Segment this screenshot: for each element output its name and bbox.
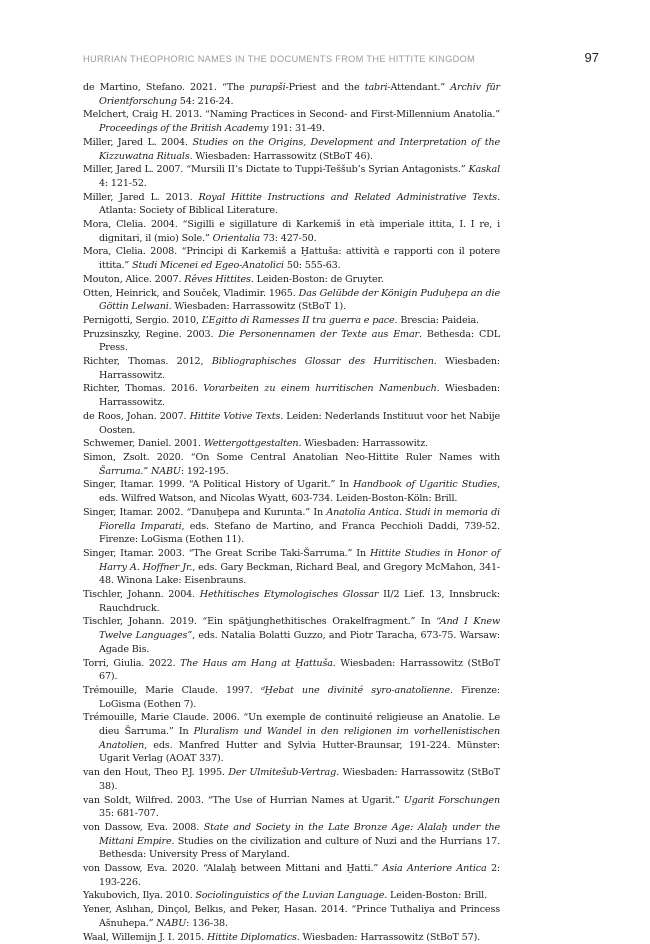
reference-entry — [83, 889, 500, 903]
reference-text: Miller, Jared L. 2013. — [83, 191, 199, 203]
reference-title-italic: Orientalia — [212, 232, 260, 244]
reference-title-italic: purapši — [249, 82, 286, 93]
reference-entry — [83, 355, 500, 382]
reference-text: . Wiesbaden: Harrassowitz (StBoT 67). — [99, 657, 500, 683]
reference-title-italic: Bibliographisches Glossar des Hurritischen — [211, 356, 434, 368]
reference-title-italic: Kaskal — [468, 164, 500, 176]
reference-text: van den Hout, Theo P.J. 1995. — [83, 767, 229, 779]
reference-text: Schwemer, Daniel. 2001. — [83, 438, 204, 450]
reference-title-italic: Anatolia Antica. Studi in memoria di Fiorella Imparati — [99, 506, 501, 532]
reference-entry — [83, 821, 500, 862]
reference-title-italic: Hittite Votive Texts — [189, 410, 281, 422]
reference-text: . Wiesbaden: Harrassowitz. — [298, 438, 428, 450]
reference-entry — [83, 81, 500, 108]
reference-title-italic: State and Society in the Late Bronze Age: Alalaḫ under the Mittani Empire — [99, 821, 500, 847]
reference-title-italic: L’Egitto di Ramesses II tra guerra e pace — [201, 314, 395, 326]
reference-text: Tischler, Johann. 2019. “Ein spätjunghethitisches Orakelfragment.” In — [83, 616, 437, 628]
reference-title-italic: NABU — [156, 917, 187, 929]
reference-title-italic: Sociolinguistics of the Luvian Language — [195, 890, 385, 902]
reference-text: , eds. Wilfred Watson, and Nicolas Wyatt, 603-734. Leiden-Boston-Köln: Brill. — [99, 479, 500, 505]
reference-text: von Dassow, Eva. 2020. “Alalaḫ between Mittani and Ḫatti.” — [83, 863, 383, 875]
reference-text: . Wiesbaden: Harrassowitz (StBoT 1). — [168, 301, 347, 313]
reference-title-italic: Pluralism und Wandel in den religionen im vorhellenistischen Anatolien — [99, 726, 500, 751]
reference-text: van Soldt, Wilfred. 2003. “The Use of Hurrian Names at Ugarit.” — [83, 794, 404, 806]
reference-text: . Wiesbaden: Harrassowitz (StBoT 46). — [189, 150, 373, 162]
reference-text: Otten, Heinrick, and Souček, Vladimir. 1965. — [83, 287, 299, 299]
reference-text: . Leiden-Boston: Brill. — [384, 890, 487, 902]
reference-entry — [83, 328, 500, 355]
reference-text: II/2 Lief. 13, Innsbruck: Rauchdruck. — [99, 589, 500, 614]
reference-title-italic: Rêves Hittites — [184, 273, 251, 285]
reference-text: Melchert, Craig H. 2013. “Naming Practices in Second- and First-Millennium Anatolia.” — [83, 109, 500, 121]
reference-title-italic: Das Gelübde der Königin Puduḫepa an die Göttin Lelwani — [99, 287, 500, 313]
reference-title-italic: Studies on the Origins, Development and Interpretation of the Kizzuwatna Rituals — [99, 136, 500, 162]
reference-title-italic: ᵈḪebat une divinité syro-anatolienne — [260, 684, 450, 696]
running-head: HURRIAN THEOPHORIC NAMES IN THE DOCUMENTS FROM THE HITTITE KINGDOM — [83, 54, 476, 64]
page-header — [83, 50, 599, 70]
reference-text: Pernigotti, Sergio. 2010, — [83, 314, 202, 326]
reference-entry — [83, 506, 500, 547]
reference-text: Miller, Jared L. 2007. “Mursili II’s Dictate to Tuppi-Teššub’s Syrian Antagonists.” — [83, 164, 469, 176]
reference-entry — [83, 451, 500, 478]
reference-text: -Priest and the — [285, 82, 365, 93]
reference-title-italic: NABU — [150, 465, 181, 477]
reference-title-italic: tabri — [364, 82, 388, 93]
reference-text: 54: 216-24. — [176, 95, 234, 107]
reference-text: 50: 555-63. — [283, 260, 341, 272]
reference-text: 73: 427-50. — [259, 232, 317, 244]
reference-entry — [83, 794, 500, 821]
reference-entry — [83, 862, 500, 889]
reference-entry — [83, 766, 500, 793]
reference-entry — [83, 218, 500, 245]
reference-text: Simon, Zsolt. 2020. “On Some Central Anatolian Neo-Hittite Ruler Names with — [83, 451, 500, 463]
reference-title-italic: Archiv für Orientforschung — [99, 82, 500, 107]
reference-title-italic: Der Ulmitešub-Vertrag — [228, 767, 337, 779]
reference-entry — [83, 588, 500, 615]
reference-entry — [83, 547, 500, 588]
reference-text: . Wiesbaden: Harrassowitz (StBoT 57). — [296, 931, 481, 943]
reference-text: , eds. Gary Beckman, Richard Beal, and Gregory McMahon, 341-48. Winona Lake: Eisenbrauns. — [99, 561, 501, 587]
reference-text: Mora, Clelia. 2008. “Principi di Karkemiš a Ḫattuša: attività e rapporti con il potere ittita.” — [83, 246, 500, 272]
reference-entry — [83, 136, 500, 163]
reference-title-italic: Royal Hittite Instructions and Related Administrative Texts — [198, 191, 498, 203]
bibliography-list — [83, 81, 500, 944]
reference-entry — [83, 410, 500, 437]
reference-text: Miller, Jared L. 2004. — [83, 136, 193, 148]
reference-text: . Studies on the civilization and culture of Nuzi and the Hurrians 17. Bethesda: University Press of Maryland. — [99, 835, 501, 861]
reference-text: . Brescia: Paideia. — [394, 314, 479, 326]
reference-text: . Leiden: Nederlands Instituut voor het Nabije Oosten. — [99, 410, 500, 436]
reference-entry — [83, 382, 500, 409]
reference-text: Yakubovich, Ilya. 2010. — [83, 890, 196, 902]
reference-text: . Wiesbaden: Harrassowitz. — [99, 383, 500, 409]
reference-entry — [83, 931, 500, 944]
reference-entry — [83, 437, 500, 451]
reference-text: de Roos, Johan. 2007. — [83, 410, 190, 422]
reference-text: 2: 193-226. — [99, 863, 501, 888]
reference-title-italic: Die Personennamen der Texte aus Emar — [218, 328, 419, 340]
reference-entry — [83, 163, 500, 190]
reference-text: Singer, Itamar. 2002. “Danuḫepa and Kurunta.” In — [83, 506, 327, 518]
reference-text: Pruzsinszky, Regine. 2003. — [83, 328, 219, 340]
reference-text: , eds. Manfred Hutter and Sylvia Hutter-Braunsar, 191-224. Münster: Ugarit Verlag (AOAT 337). — [99, 739, 500, 765]
reference-title-italic: Ugarit Forschungen — [403, 794, 500, 806]
reference-text: . Leiden-Boston: de Gruyter. — [250, 273, 384, 285]
reference-title-italic: Wettergottgestalten — [203, 438, 299, 450]
reference-text: . Bethesda: CDL Press. — [99, 328, 500, 354]
reference-entry — [83, 711, 500, 766]
reference-text: von Dassow, Eva. 2008. — [83, 821, 204, 833]
reference-text: 35: 681-707. — [99, 808, 159, 820]
reference-text: , eds. Natalia Bolatti Guzzo, and Piotr Taracha, 673-75. Warsaw: Agade Bis. — [99, 630, 500, 655]
reference-text: . Firenze: LoGisma (Eothen 7). — [99, 684, 501, 710]
reference-text: Yener, Aslıhan, Dinçol, Belkıs, and Peker, Hasan. 2014. “Prince Tuthaliya and Princess Ašnuhepa.” — [83, 904, 500, 929]
reference-text: Singer, Itamar. 1999. “A Political History of Ugarit.” In — [83, 479, 354, 491]
reference-title-italic: Hethitisches Etymologisches Glossar — [199, 589, 379, 601]
reference-title-italic: Hittite Diplomatics — [206, 931, 297, 943]
reference-text: 191: 31-49. — [268, 123, 325, 135]
reference-text: . Wiesbaden: Harrassowitz (StBoT 38). — [99, 767, 501, 792]
reference-text: Waal, Willemijn J. I. 2015. — [83, 931, 207, 943]
reference-text: Richter, Thomas. 2012, — [83, 356, 212, 368]
reference-text: Torri, Giulia. 2022. — [83, 657, 181, 669]
reference-entry — [83, 191, 500, 218]
reference-text: Singer, Itamar. 2003. “The Great Scribe Taki-Šarruma.” In — [83, 547, 370, 559]
reference-entry — [83, 108, 500, 135]
reference-text: : 192-195. — [180, 465, 229, 477]
reference-entry — [83, 478, 500, 505]
reference-entry — [83, 287, 500, 314]
reference-text: Tischler, Johann. 2004. — [83, 589, 200, 601]
reference-text: -Attendant.” — [387, 82, 451, 93]
reference-title-italic: “And I Knew Twelve Languages” — [99, 616, 501, 642]
reference-text: 4: 121-52. — [99, 177, 147, 189]
reference-text: .” — [140, 465, 151, 477]
reference-text: Mouton, Alice. 2007. — [83, 273, 185, 285]
reference-text: Trémouille, Marie Claude. 2006. “Un exemple de continuité religieuse an Anatolie. Le dieu Šarruma.” In — [83, 712, 500, 738]
reference-title-italic: Hittite Studies in Honor of Harry A. Hoffner Jr. — [99, 547, 500, 573]
reference-text: . Wiesbaden: Harrassowitz. — [99, 356, 500, 381]
reference-entry — [83, 657, 500, 684]
reference-title-italic: Asia Anteriore Antica — [382, 863, 487, 875]
reference-title-italic: Šarruma — [99, 465, 141, 477]
reference-entry — [83, 615, 500, 656]
reference-title-italic: The Haus am Hang at Ḫattuša — [180, 657, 333, 669]
reference-text: Mora, Clelia. 2004. “Sigilli e sigillature di Karkemiš in età imperiale ittita, I. I re, i dignitari, il (mio) Sole.” — [83, 219, 500, 244]
reference-title-italic: Vorarbeiten zu einem hurritischen Namenbuch — [203, 383, 437, 395]
reference-entry — [83, 245, 500, 272]
reference-text: de Martino, Stefano. 2021. “The — [83, 82, 250, 93]
reference-title-italic: Handbook of Ugaritic Studies — [353, 479, 498, 491]
reference-title-italic: Proceedings of the British Academy — [99, 123, 269, 135]
reference-entry — [83, 273, 500, 287]
reference-entry — [83, 314, 500, 328]
reference-text: , eds. Stefano de Martino, and Franca Pecchioli Daddi, 739-52. Firenze: LoGisma (Eothen 11). — [99, 520, 500, 546]
reference-title-italic: Studi Micenei ed Egeo-Anatolici — [132, 260, 284, 272]
reference-text: Richter, Thomas. 2016. — [83, 383, 204, 395]
reference-entry — [83, 903, 500, 930]
reference-text: . Atlanta: Society of Biblical Literature. — [99, 191, 500, 217]
reference-text: : 136-38. — [186, 917, 228, 929]
page-number: 97 — [584, 50, 599, 65]
reference-entry — [83, 684, 500, 711]
reference-text: Trémouille, Marie Claude. 1997. — [83, 684, 261, 696]
